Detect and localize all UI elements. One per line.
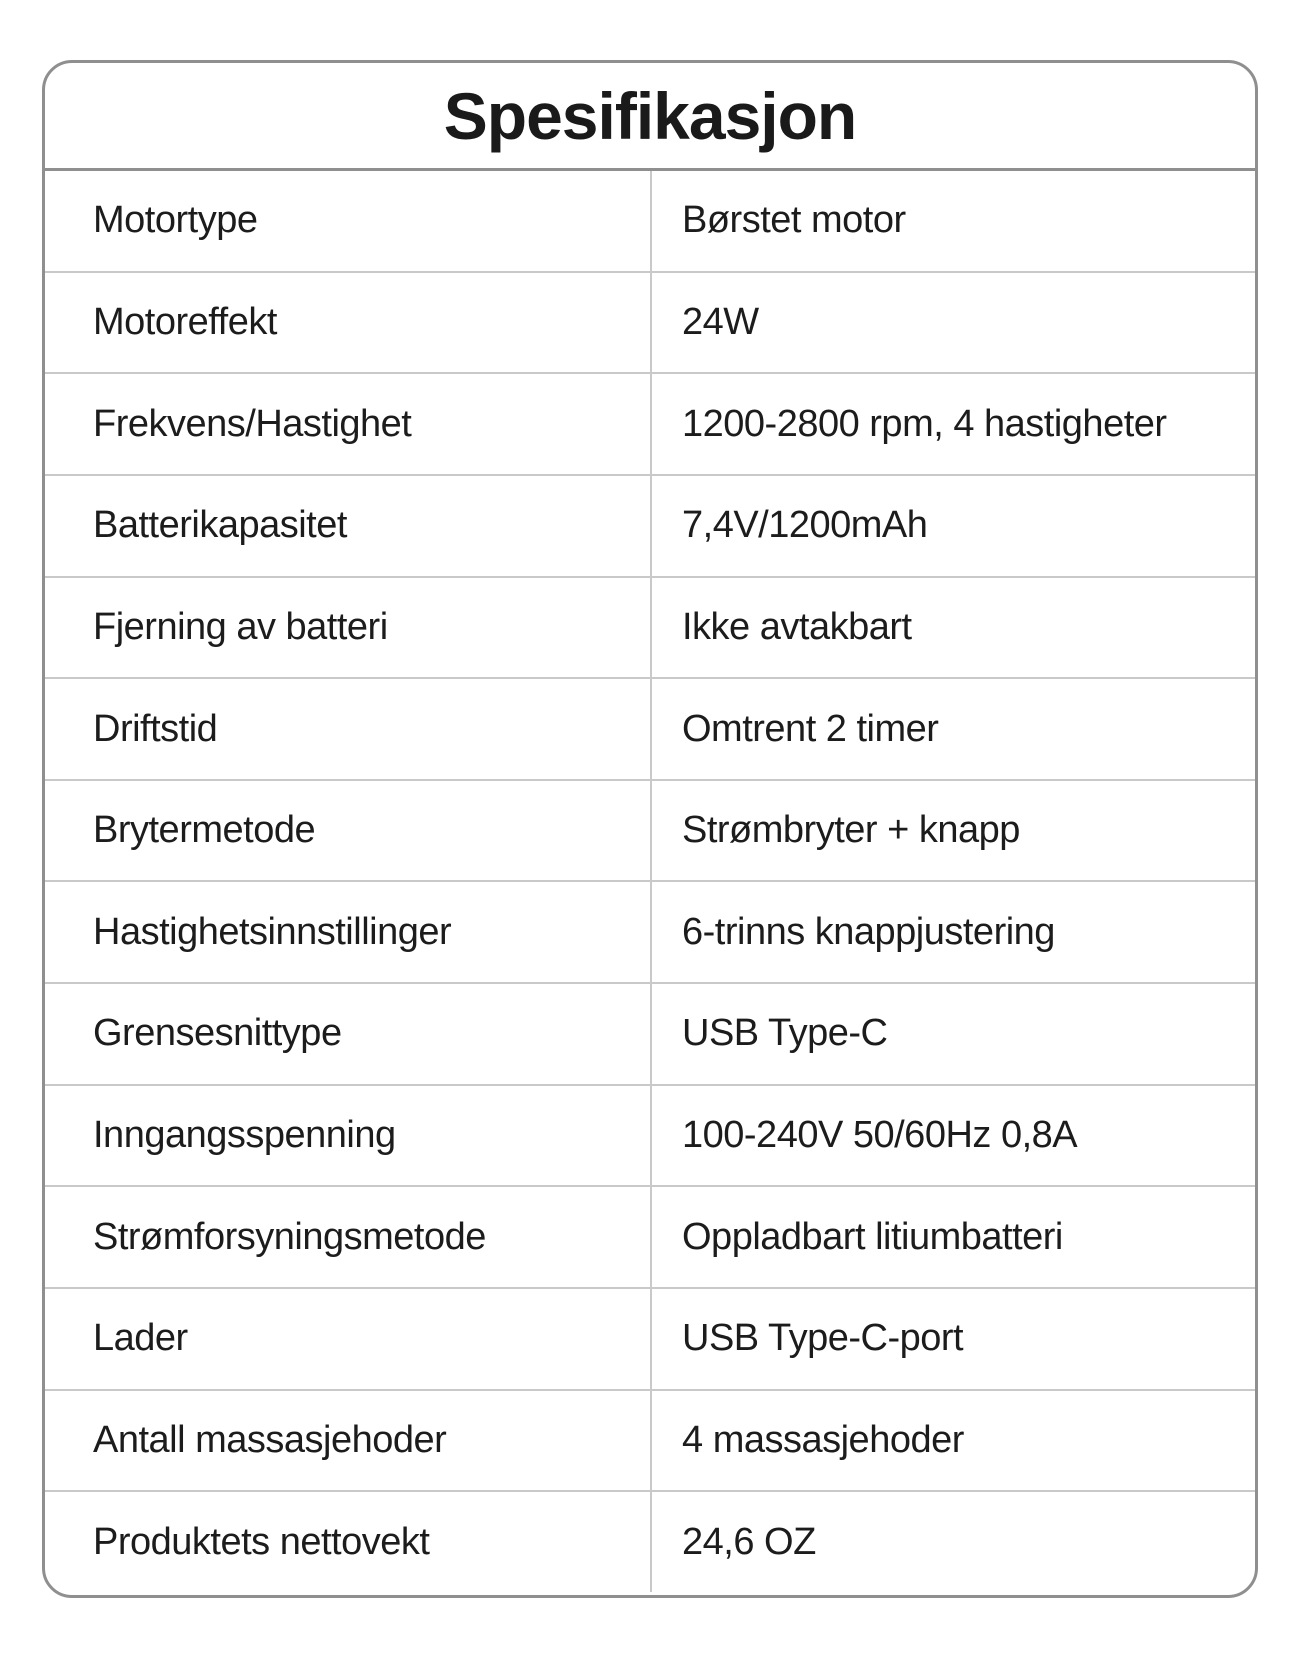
- table-row: [45, 273, 1255, 375]
- spec-value: 1200-2800 rpm, 4 hastigheter: [650, 374, 1255, 474]
- spec-value: 100-240V 50/60Hz 0,8A: [650, 1086, 1255, 1186]
- spec-value: 4 massasjehoder: [650, 1391, 1255, 1491]
- table-row: [45, 679, 1255, 781]
- table-row: [45, 171, 1255, 273]
- spec-label: Produktets nettovekt: [93, 1520, 430, 1563]
- spec-label: Lader: [93, 1317, 188, 1360]
- spec-value: USB Type-C: [650, 984, 1255, 1084]
- spec-value: Strømbryter + knapp: [650, 781, 1255, 881]
- spec-value: USB Type-C-port: [650, 1289, 1255, 1389]
- spec-value: Børstet motor: [650, 171, 1255, 271]
- table-row: [45, 1492, 1255, 1592]
- spec-value: 24,6 OZ: [650, 1492, 1255, 1592]
- specification-card: [42, 60, 1258, 1598]
- spec-value: Ikke avtakbart: [650, 578, 1255, 678]
- page-title: Spesifikasjon: [45, 63, 1255, 171]
- spec-value: 24W: [650, 273, 1255, 373]
- table-row: [45, 781, 1255, 883]
- spec-label: Inngangsspenning: [93, 1114, 396, 1157]
- spec-label: Hastighetsinnstillinger: [93, 910, 452, 953]
- spec-label: Driftstid: [93, 707, 218, 750]
- spec-label: Brytermetode: [93, 809, 316, 852]
- table-row: [45, 374, 1255, 476]
- table-row: [45, 1391, 1255, 1493]
- spec-value: Omtrent 2 timer: [650, 679, 1255, 779]
- spec-table: [45, 171, 1255, 1592]
- spec-label: Frekvens/Hastighet: [93, 402, 412, 445]
- table-row: [45, 1289, 1255, 1391]
- spec-label: Grensesnittype: [93, 1012, 342, 1055]
- spec-label: Fjerning av batteri: [93, 605, 388, 648]
- spec-value: Oppladbart litiumbatteri: [650, 1187, 1255, 1287]
- table-row: [45, 476, 1255, 578]
- table-row: [45, 882, 1255, 984]
- spec-label: Batterikapasitet: [93, 504, 347, 547]
- spec-label: Strømforsyningsmetode: [93, 1215, 486, 1258]
- table-row: [45, 1187, 1255, 1289]
- spec-value: 6-trinns knappjustering: [650, 882, 1255, 982]
- table-row: [45, 1086, 1255, 1188]
- spec-value: 7,4V/1200mAh: [650, 476, 1255, 576]
- spec-label: Motoreffekt: [93, 300, 277, 343]
- table-row: [45, 578, 1255, 680]
- table-row: [45, 984, 1255, 1086]
- spec-label: Antall massasjehoder: [93, 1419, 447, 1461]
- spec-label: Motortype: [93, 199, 258, 242]
